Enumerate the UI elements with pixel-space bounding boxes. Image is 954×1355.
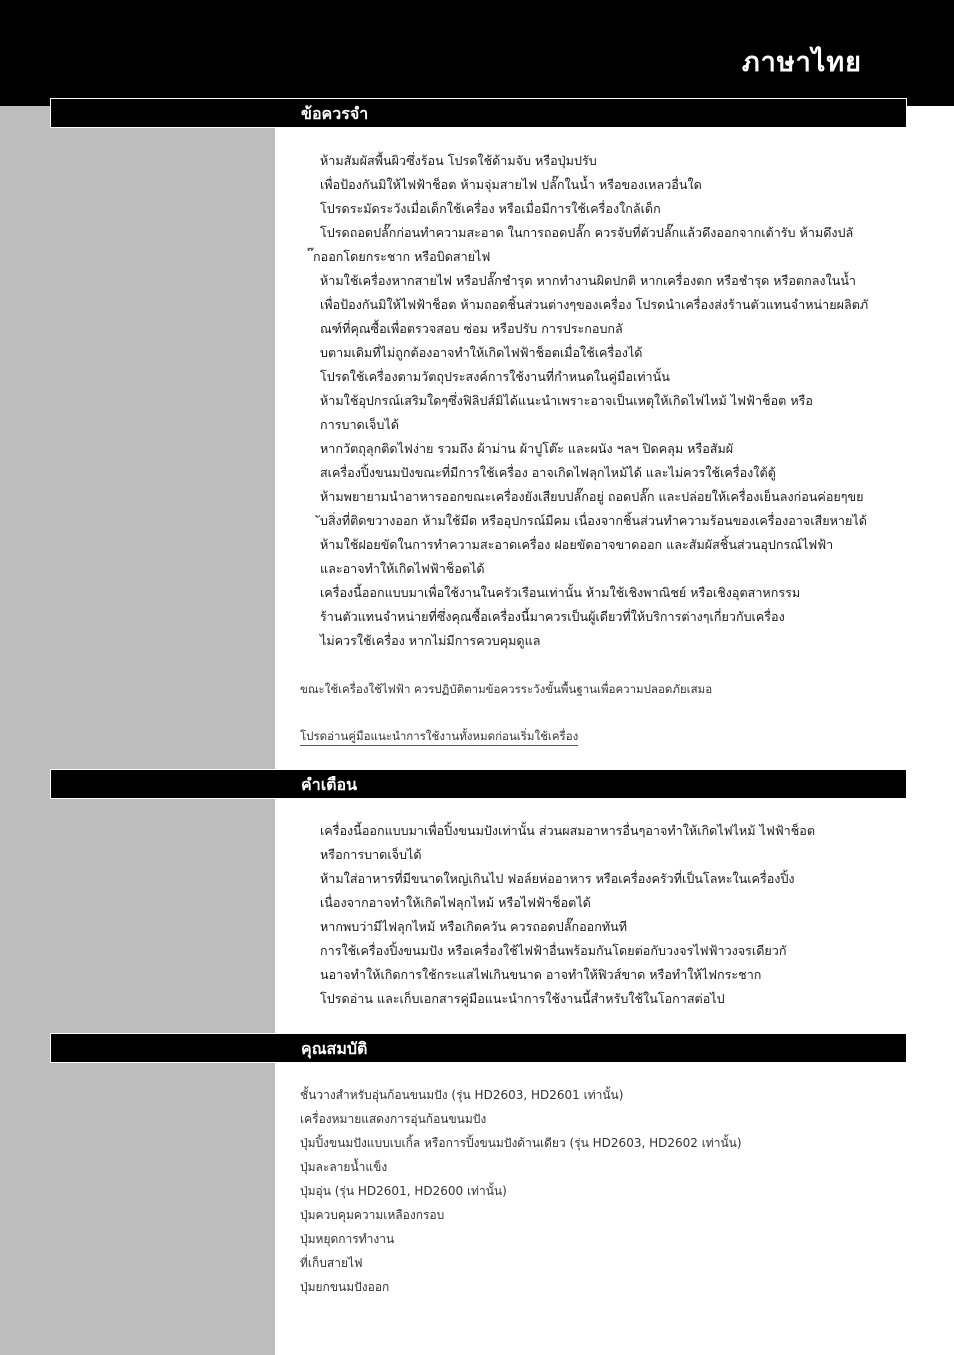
read-manual-text: โปรดอ่านคู่มือแนะนำการใช้งานทั้งหมดก่อนเริ่มใช้เครื่อง bbox=[300, 729, 578, 746]
important-item: โปรดใช้เครื่องตามวัตถุประสงค์การใช้งานที่กำหนดในคู่มือเท่านั้น bbox=[320, 369, 670, 384]
important-item: ับสิ่งที่ติดขวางออก ห้ามใช้มีด หรืออุปกรณ์มีคม เนื่องจากชิ้นส่วนทำความร้อนของเครื่องอาจเสียหายได้ bbox=[320, 513, 867, 528]
read-manual-note bbox=[300, 728, 578, 746]
language-title: ภาษาไทย bbox=[741, 47, 862, 78]
warning-item: การใช้เครื่องปิ้งขนมปัง หรือเครื่องใช้ไฟฟ้าอื่นพร้อมกันโดยต่อกับวงจรไฟฟ้าวงจรเดียวกั bbox=[320, 943, 787, 958]
section-title-features: คุณสมบัติ bbox=[301, 1039, 368, 1058]
important-item: โปรดถอดปลั๊กก่อนทำความสะอาด ในการถอดปลั๊ก ควรจับที่ตัวปลั๊กแล้วดึงออกจากเต้ารับ ห้ามดึงปลั bbox=[320, 225, 854, 240]
important-item: ห้ามพยายามนำอาหารออกขณะเครื่องยังเสียบปลั๊กอยู่ ถอดปลั๊ก และปล่อยให้เครื่องเย็นลงก่อนค่อยๆขย bbox=[320, 489, 864, 504]
safety-note: ขณะใช้เครื่องใช้ไฟฟ้า ควรปฏิบัติตามข้อควรระวังขั้นพื้นฐานเพื่อความปลอดภัยเสมอ bbox=[300, 682, 713, 696]
section-title-warning: คำเตือน bbox=[301, 775, 358, 794]
warning-item: โปรดอ่าน และเก็บเอกสารคู่มือแนะนำการใช้งานนี้สำหรับใช้ในโอกาสต่อไป bbox=[320, 991, 725, 1006]
important-item: และอาจทำให้เกิดไฟฟ้าช็อตได้ bbox=[320, 561, 485, 576]
important-item: บตามเดิมที่ไม่ถูกต้องอาจทำให้เกิดไฟฟ้าช็อตเมื่อใช้เครื่องได้ bbox=[320, 345, 643, 360]
important-item: เครื่องนี้ออกแบบมาเพื่อใช้งานในครัวเรือนเท่านั้น ห้ามใช้เชิงพาณิชย์ หรือเชิงอุตสาหกรรม bbox=[320, 585, 801, 600]
important-item: ห้ามใช้เครื่องหากสายไฟ หรือปลั๊กชำรุด หากทำงานผิดปกติ หากเครื่องตก หรือชำรุด หรือตกลงในน้ำ bbox=[320, 273, 857, 288]
important-item: ห้ามใช้ฝอยขัดในการทำความสะอาดเครื่อง ฝอยขัดอาจขาดออก และสัมผัสชิ้นส่วนอุปกรณ์ไฟฟ้า bbox=[320, 537, 834, 552]
feature-item: ชั้นวางสำหรับอุ่นก้อนขนมปัง (รุ่น HD2603, HD2601 เท่านั้น) bbox=[300, 1088, 624, 1102]
important-item: เพื่อป้องกันมิให้ไฟฟ้าช็อต ห้ามจุ่มสายไฟ ปลั๊กในน้ำ หรือของเหลวอื่นใด bbox=[320, 177, 702, 192]
feature-item: ปุ่มยกขนมปังออก bbox=[300, 1280, 390, 1294]
warning-item: เนื่องจากอาจทำให้เกิดไฟลุกไหม้ หรือไฟฟ้าช็อตได้ bbox=[320, 895, 591, 910]
important-item: ณฑ์ที่คุณซื้อเพื่อตรวจสอบ ซ่อม หรือปรับ การประกอบกลั bbox=[320, 321, 623, 336]
feature-item: ปุ่มละลายน้ำแข็ง bbox=[300, 1160, 388, 1174]
section-bar-warning bbox=[50, 769, 907, 799]
warning-item: หากพบว่ามีไฟลุกไหม้ หรือเกิดควัน ควรถอดปลั๊กออกทันที bbox=[320, 919, 628, 934]
warning-item: นอาจทำให้เกิดการใช้กระแสไฟเกินขนาด อาจทำให้ฟิวส์ขาด หรือทำให้ไฟกระชาก bbox=[320, 967, 762, 982]
left-margin-band bbox=[0, 106, 275, 1355]
feature-item: ปุ่มอุ่น (รุ่น HD2601, HD2600 เท่านั้น) bbox=[300, 1184, 507, 1198]
feature-item: ปุ่มปิ้งขนมปังแบบเบเกิ้ล หรือการปิ้งขนมปังด้านเดียว (รุ่น HD2603, HD2602 เท่านั้น) bbox=[300, 1136, 742, 1150]
header-bar bbox=[0, 0, 954, 106]
important-item: ไม่ควรใช้เครื่อง หากไม่มีการควบคุมดูแล bbox=[320, 633, 541, 648]
feature-item: ปุ่มควบคุมความเหลืองกรอบ bbox=[300, 1208, 445, 1222]
important-item: ๊กออกโดยกระชาก หรือบิดสายไฟ bbox=[313, 249, 491, 264]
important-item: หากวัตถุลุกติดไฟง่าย รวมถึง ผ้าม่าน ผ้าปูโต๊ะ และผนัง ฯลฯ ปิดคลุม หรือสัมผั bbox=[320, 441, 734, 456]
section-bar-important bbox=[50, 98, 907, 128]
warning-item: เครื่องนี้ออกแบบมาเพื่อปิ้งขนมปังเท่านั้น ส่วนผสมอาหารอื่นๆอาจทำให้เกิดไฟไหม้ ไฟฟ้าช็อต bbox=[320, 823, 816, 838]
important-item: การบาดเจ็บได้ bbox=[320, 417, 399, 432]
section-bar-features bbox=[50, 1033, 907, 1063]
important-item: โปรดระมัดระวังเมื่อเด็กใช้เครื่อง หรือเมื่อมีการใช้เครื่องใกล้เด็ก bbox=[320, 201, 661, 216]
important-item: ห้ามสัมผัสพื้นผิวซึ่งร้อน โปรดใช้ด้ามจับ หรือปุ่มปรับ bbox=[320, 153, 597, 168]
feature-item: เครื่องหมายแสดงการอุ่นก้อนขนมปัง bbox=[300, 1112, 487, 1126]
warning-item: ห้ามใส่อาหารที่มีขนาดใหญ่เกินไป ฟอล์ยห่ออาหาร หรือเครื่องครัวที่เป็นโลหะในเครื่องปิ้ง bbox=[320, 871, 795, 886]
important-item: ร้านตัวแทนจำหน่ายที่ซึ่งคุณซื้อเครื่องนี้มาควรเป็นผู้เดียวที่ให้บริการต่างๆเกี่ยวกับเครื่อง bbox=[320, 609, 785, 624]
feature-item: ปุ่มหยุดการทำงาน bbox=[300, 1232, 395, 1246]
warning-item: หรือการบาดเจ็บได้ bbox=[320, 847, 422, 862]
feature-item: ที่เก็บสายไฟ bbox=[300, 1256, 363, 1270]
important-item: สเครื่องปิ้งขนมปังขณะที่มีการใช้เครื่อง อาจเกิดไฟลุกไหม้ได้ และไม่ควรใช้เครื่องใต้ตู้ bbox=[320, 465, 776, 480]
important-item: ห้ามใช้อุปกรณ์เสริมใดๆซึ่งฟิลิปส์มิได้แนะนำเพราะอาจเป็นเหตุให้เกิดไฟไหม้ ไฟฟ้าช็อต หรือ bbox=[320, 393, 813, 408]
important-item: เพื่อป้องกันมิให้ไฟฟ้าช็อต ห้ามถอดชิ้นส่วนต่างๆของเครื่อง โปรดนำเครื่องส่งร้านตัวแทนจำหน่ายผลิตภั bbox=[320, 297, 869, 312]
section-title-important: ข้อควรจำ bbox=[301, 104, 369, 123]
